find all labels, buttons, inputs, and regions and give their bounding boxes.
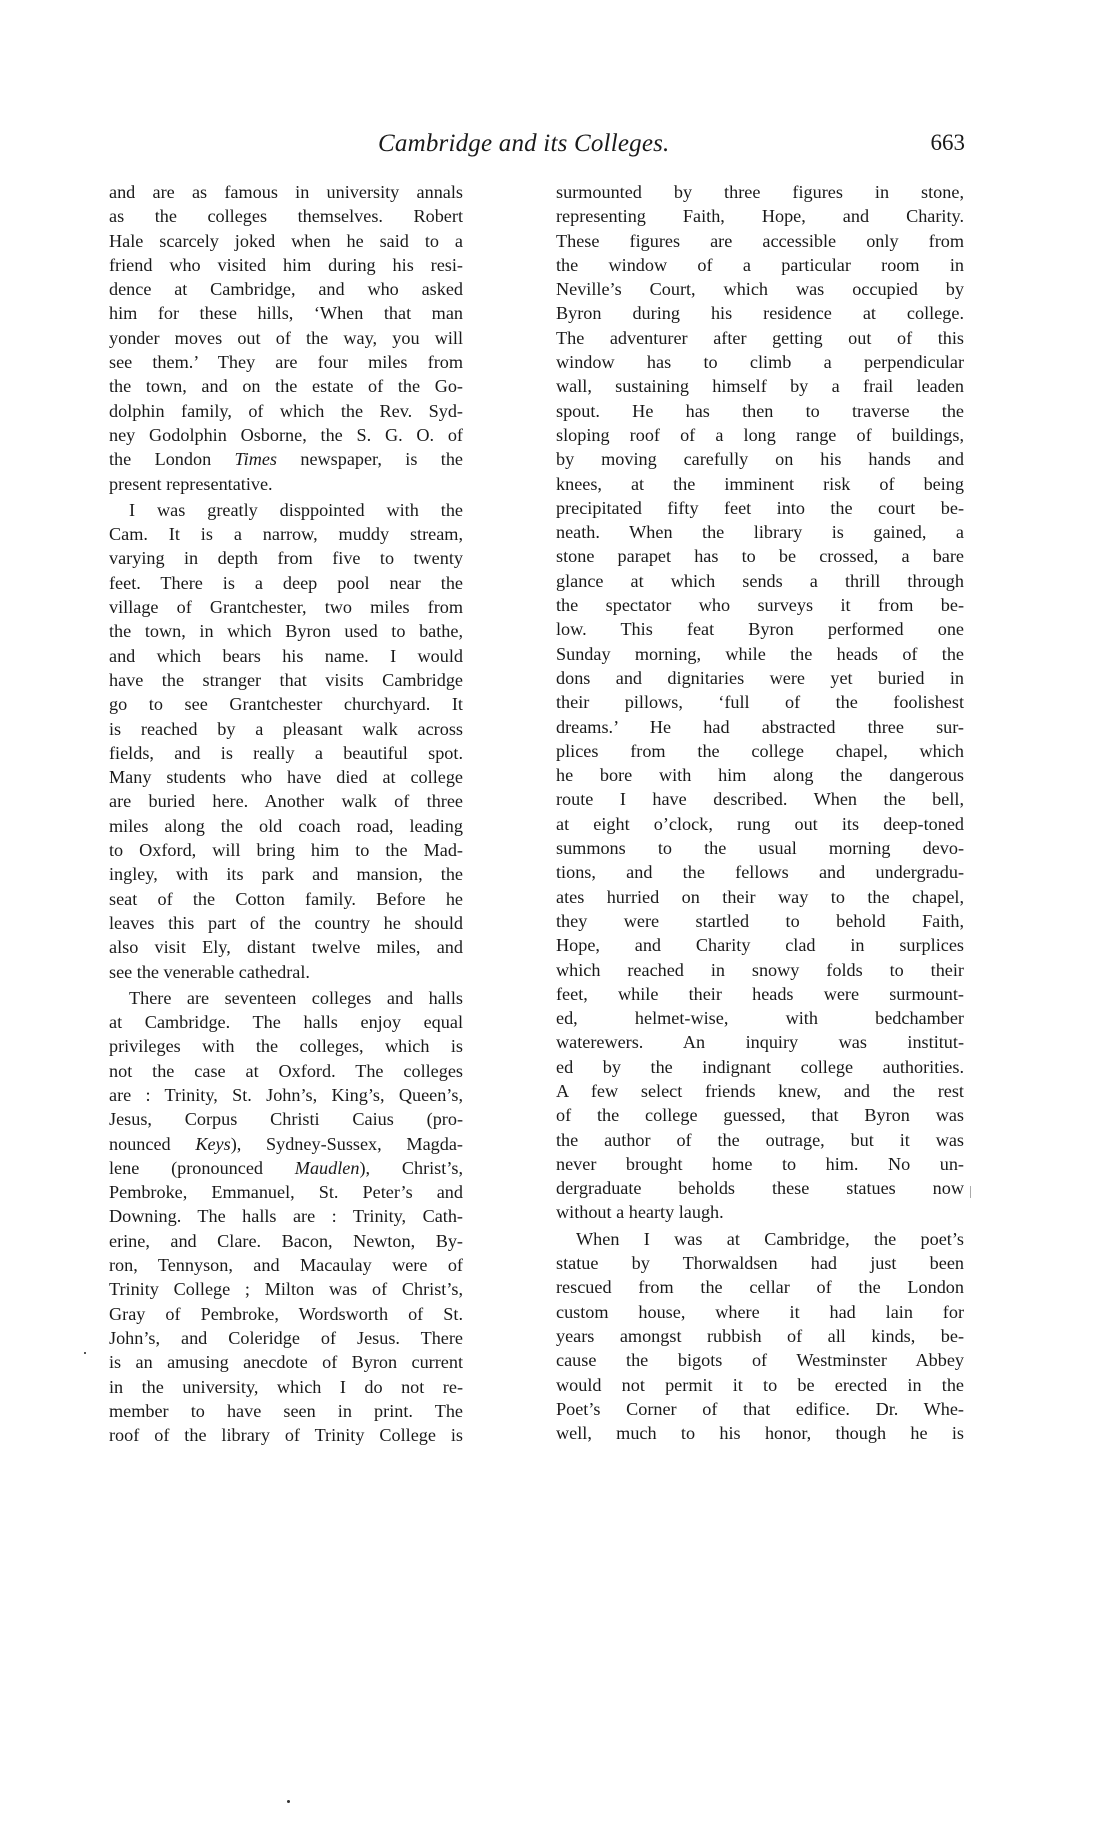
text-line: When I was at Cambridge, the poet’s [576, 1228, 964, 1249]
text-line: route I have described. When the bell, [556, 789, 964, 810]
text-line: the window of a particular room in [556, 254, 964, 275]
text-line: he bore with him along the dangerous [556, 765, 964, 786]
text-line: have the stranger that visits Cambridge [109, 669, 463, 690]
text-line: window has to climb a perpendicular [556, 352, 964, 373]
text-line: Poet’s Corner of that edifice. Dr. Whe- [556, 1398, 964, 1419]
text-line: dons and dignitaries were yet buried in [556, 667, 964, 688]
text-line: lene (pronounced Maudlen), Christ’s, [109, 1157, 463, 1178]
text-line: their pillows, ‘full of the foolishest [556, 692, 964, 713]
text-line: the town, in which Byron used to bathe, [109, 621, 463, 642]
scan-speck [84, 1352, 86, 1354]
text-line: go to see Grantchester churchyard. It [109, 694, 463, 715]
text-line: friend who visited him during his resi- [109, 254, 463, 275]
text-line: ingley, with its park and mansion, the [109, 864, 463, 885]
text-line: roof of the library of Trinity College is [109, 1425, 463, 1446]
text-line: ron, Tennyson, and Macaulay were of [109, 1255, 463, 1276]
text-line: John’s, and Coleridge of Jesus. There [109, 1327, 463, 1348]
text-line: varying in depth from five to twenty [109, 548, 463, 569]
text-line: miles along the old coach road, leading [109, 815, 463, 836]
text-line: Cam. It is a narrow, muddy stream, [109, 524, 463, 545]
text-line: in the university, which I do not re- [109, 1376, 463, 1397]
text-line: without a hearty laugh. [556, 1202, 724, 1223]
text-line: to Oxford, will bring him to the Mad- [109, 840, 463, 861]
text-line: and which bears his name. I would [109, 645, 463, 666]
page-number: 663 [930, 130, 965, 155]
text-line: A few select friends knew, and the rest [556, 1080, 964, 1101]
text-line: privileges with the colleges, which is [109, 1036, 463, 1057]
text-line: are buried here. Another walk of three [109, 791, 463, 812]
text-line: ney Godolphin Osborne, the S. G. O. of [109, 424, 463, 445]
text-line: the spectator who surveys it from be- [556, 595, 964, 616]
text-line: custom house, where it had lain for [556, 1301, 964, 1322]
text-line: Hope, and Charity clad in surplices [556, 935, 964, 956]
text-line: Downing. The halls are : Trinity, Cath- [109, 1206, 463, 1227]
left-column [109, 180, 463, 1447]
text-line: neath. When the library is gained, a [556, 522, 964, 543]
text-line: never brought home to him. No un- [556, 1153, 964, 1174]
text-line: Jesus, Corpus Christi Caius (pro- [109, 1109, 463, 1130]
text-line: of the college guessed, that Byron was [556, 1105, 964, 1126]
text-line: fields, and is really a beautiful spot. [109, 742, 463, 763]
text-line: Hale scarcely joked when he said to a [109, 230, 463, 251]
text-line: the town, and on the estate of the Go- [109, 376, 463, 397]
text-line: feet. There is a deep pool near the [109, 572, 463, 593]
text-line: see the venerable cathedral. [109, 961, 310, 982]
text-line: statue by Thorwaldsen had just been [556, 1253, 964, 1274]
text-line: The adventurer after getting out of this [556, 327, 964, 348]
text-line: Pembroke, Emmanuel, St. Peter’s and [109, 1182, 463, 1203]
text-line: dergraduate beholds these statues now [556, 1178, 964, 1199]
text-line: plices from the college chapel, which [556, 740, 964, 761]
text-line: ed, helmet-wise, with bedchamber [556, 1008, 964, 1029]
text-line: at Cambridge. The halls enjoy equal [109, 1012, 463, 1033]
text-line: Sunday morning, while the heads of the [556, 643, 964, 664]
text-line: nounced Keys), Sydney-Sussex, Magda- [109, 1133, 463, 1154]
text-line: Many students who have died at college [109, 767, 463, 788]
running-title: Cambridge and its Colleges. [378, 130, 670, 157]
text-line: would not permit it to be erected in the [556, 1374, 964, 1395]
text-line: ates hurried on their way to the chapel, [556, 886, 964, 907]
text-line: the London Times newspaper, is the [109, 449, 463, 470]
text-line: is reached by a pleasant walk across [109, 718, 463, 739]
text-line: present representative. [109, 473, 273, 494]
text-line: dolphin family, of which the Rev. Syd- [109, 400, 463, 421]
text-line: they were startled to behold Faith, [556, 910, 964, 931]
text-line: also visit Ely, distant twelve miles, and [109, 937, 463, 958]
text-line: is an amusing anecdote of Byron current [109, 1352, 463, 1373]
text-line: stone parapet has to be crossed, a bare [556, 546, 964, 567]
text-line: summons to the usual morning devo- [556, 838, 964, 859]
text-line: feet, while their heads were surmount- [556, 983, 964, 1004]
text-line: Neville’s Court, which was occupied by [556, 279, 964, 300]
text-line: dence at Cambridge, and who asked [109, 279, 463, 300]
text-line: ed by the indignant college authorities. [556, 1056, 964, 1077]
text-line: by moving carefully on his hands and [556, 449, 964, 470]
text-line: Gray of Pembroke, Wordsworth of St. [109, 1303, 463, 1324]
text-line: member to have seen in print. The [109, 1400, 463, 1421]
text-line: cause the bigots of Westminster Abbey [556, 1350, 964, 1371]
text-line: low. This feat Byron performed one [556, 619, 964, 640]
text-line: I was greatly disppointed with the [129, 499, 463, 520]
text-line: him for these hills, ‘When that man [109, 303, 463, 324]
text-line: knees, at the imminent risk of being [556, 473, 964, 494]
text-line: spout. He has then to traverse the [556, 400, 964, 421]
text-line: seat of the Cotton family. Before he [109, 888, 463, 909]
text-line: at eight o’clock, rung out its deep-toned [556, 813, 964, 834]
text-line: rescued from the cellar of the London [556, 1277, 964, 1298]
text-line: Trinity College ; Milton was of Christ’s, [109, 1279, 463, 1300]
text-line: dreams.’ He had abstracted three sur- [556, 716, 964, 737]
text-line: years amongst rubbish of all kinds, be- [556, 1325, 964, 1346]
text-line: tions, and the fellows and undergradu- [556, 862, 964, 883]
text-line: Byron during his residence at college. [556, 303, 964, 324]
scan-dot [287, 1800, 290, 1803]
text-line: sloping roof of a long range of buildings, [556, 424, 964, 445]
text-line: surmounted by three figures in stone, [556, 182, 964, 202]
text-line: erine, and Clare. Bacon, Newton, By- [109, 1230, 463, 1251]
scan-mark [970, 1186, 971, 1198]
text-line: precipitated fifty feet into the court be- [556, 497, 964, 518]
text-line: There are seventeen colleges and halls [129, 987, 463, 1008]
text-line: These figures are accessible only from [556, 230, 964, 251]
text-line: leaves this part of the country he should [109, 912, 463, 933]
text-line: the author of the outrage, but it was [556, 1129, 964, 1150]
text-line: not the case at Oxford. The colleges [109, 1060, 463, 1081]
text-line: as the colleges themselves. Robert [109, 206, 463, 227]
text-line: and are as famous in university annals [109, 182, 463, 202]
page-header [108, 130, 965, 170]
text-line: see them.’ They are four miles from [109, 352, 463, 373]
right-column [556, 180, 964, 1445]
text-line: well, much to his honor, though he is [556, 1423, 964, 1444]
text-line: are : Trinity, St. John’s, King’s, Queen’s, [109, 1084, 463, 1105]
text-line: glance at which sends a thrill through [556, 570, 964, 591]
text-line: yonder moves out of the way, you will [109, 327, 463, 348]
text-line: which reached in snowy folds to their [556, 959, 964, 980]
text-line: representing Faith, Hope, and Charity. [556, 206, 964, 227]
text-line: waterewers. An inquiry was institut- [556, 1032, 964, 1053]
text-line: village of Grantchester, two miles from [109, 597, 463, 618]
text-line: wall, sustaining himself by a frail leaden [556, 376, 964, 397]
